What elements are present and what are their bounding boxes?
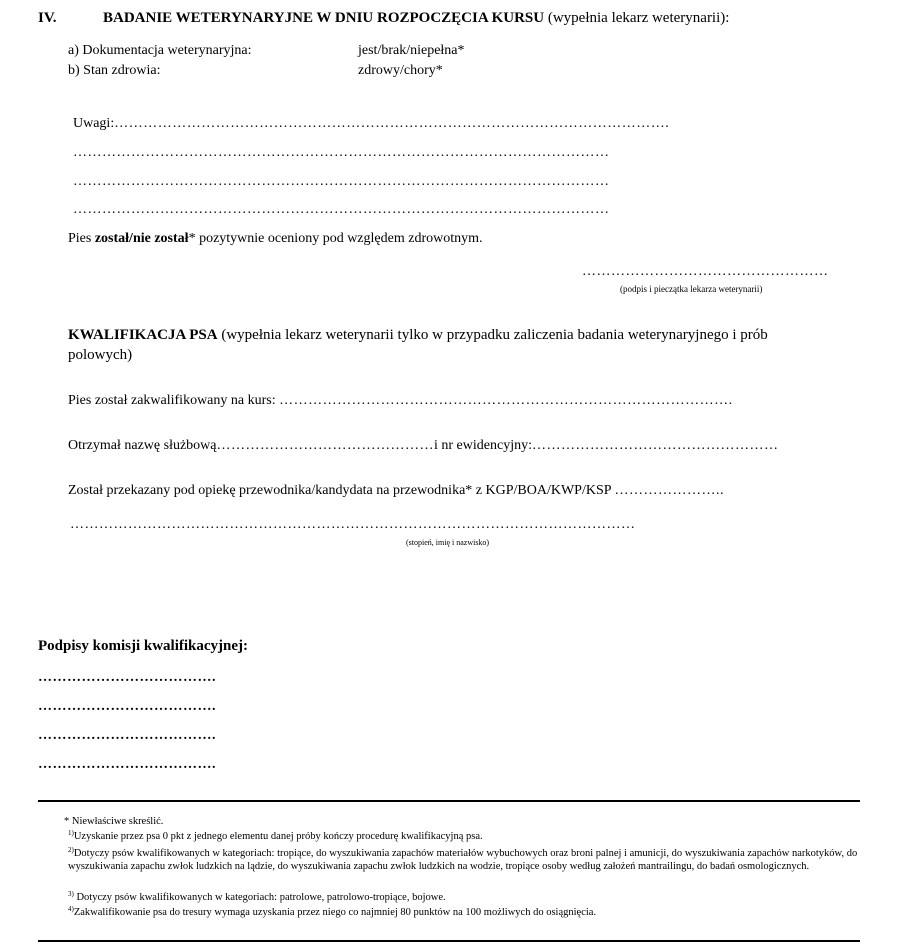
- footnote-divider-top: [38, 800, 860, 802]
- qualification-title-text: KWALIFIKACJA PSA: [68, 327, 218, 343]
- commission-signature-line-2[interactable]: ……………………………….: [38, 699, 216, 714]
- section-title-text: BADANIE WETERYNARYJNE W DNIU ROZPOCZĘCIA KURSU: [103, 10, 545, 26]
- commission-title: Podpisy komisji kwalifikacyjnej:: [38, 638, 249, 654]
- footnote-4-mark: 4): [68, 905, 74, 913]
- commission-signature-line-1[interactable]: ……………………………….: [38, 670, 216, 685]
- assessment-prefix: Pies: [68, 231, 92, 246]
- vet-signature-caption: (podpis i pieczątka lekarza weterynarii): [620, 284, 763, 294]
- item-a-label: a) Dokumentacja weterynaryjna:: [68, 43, 252, 58]
- remarks-dots-4[interactable]: …………………………………………………………………………………………………: [73, 202, 610, 217]
- qualification-title-note: (wypełnia lekarz weterynarii tylko w przypadku zaliczenia badania weterynaryjnego i prób: [221, 327, 768, 343]
- course-dots[interactable]: ………………………………………………………………………………….: [279, 393, 733, 408]
- assessment-suffix: * pozytywnie oceniony pod względem zdrowotnym.: [188, 231, 483, 246]
- section-title: [103, 10, 729, 27]
- item-a-value: jest/brak/niepełna*: [358, 43, 465, 58]
- item-b-value: zdrowy/chory*: [358, 63, 443, 78]
- evidence-number-label: i nr ewidencyjny:: [434, 438, 532, 453]
- footnote-2-text: Dotyczy psów kwalifikowanych w kategoriach: tropiące, do wyszukiwania zapachów materiałów wybuchowych oraz broni palnej i amunicji, do wyszukiwania zapachów narkotyków, do wyszukiwania zapachu zwłok ludzkich na lądzie, do wyszukiwania zapachu zwłok ludzkich na wodzie, tropiące osoby według założeń mantrailingu, do badań osmologicznych.: [68, 848, 858, 872]
- assessment-choice: został/nie został: [94, 231, 189, 246]
- remarks-row: [73, 116, 669, 132]
- handler-row: [68, 483, 724, 499]
- commission-signature-line-3[interactable]: ……………………………….: [38, 728, 216, 743]
- footnote-divider-bottom: [38, 940, 860, 942]
- qualification-title-note-cont: polowych): [68, 347, 133, 363]
- section-number: IV.: [38, 10, 57, 26]
- footnote-3-mark: 3): [68, 890, 74, 898]
- remarks-dots-2[interactable]: …………………………………………………………………………………………………: [73, 145, 610, 160]
- qualification-title: [68, 327, 768, 344]
- footnote-1-mark: 1): [68, 829, 74, 837]
- remarks-dots-1[interactable]: …………………………………………………………………………………………………….: [114, 116, 670, 131]
- course-row: [68, 393, 733, 409]
- footnote-3-text: Dotyczy psów kwalifikowanych w kategoriach: patrolowe, patrolowo-tropiące, bojowe.: [73, 892, 446, 903]
- person-caption: (stopień, imię i nazwisko): [406, 538, 490, 547]
- course-label: Pies został zakwalifikowany na kurs:: [68, 393, 276, 408]
- section-title-note: (wypełnia lekarz weterynarii):: [547, 10, 730, 26]
- commission-signature-line-4[interactable]: ……………………………….: [38, 757, 216, 772]
- handler-label: Został przekazany pod opiekę przewodnika/kandydata na przewodnika* z KGP/BOA/KWP/KSP: [68, 483, 612, 498]
- footnote-2: [68, 847, 858, 873]
- footnote-star: * Niewłaściwe skreślić.: [64, 816, 164, 827]
- evidence-number-dots[interactable]: ……………………………………………: [531, 438, 779, 453]
- health-assessment: [68, 231, 483, 247]
- handler-dots[interactable]: …………………..: [614, 483, 725, 498]
- footnote-4-text: Zakwalifikowanie psa do tresury wymaga uzyskania przez niego co najmniej 80 punktów na 100 możliwych do osiągnięcia.: [73, 907, 597, 918]
- service-name-label: Otrzymał nazwę służbową: [68, 438, 217, 453]
- footnote-4: [68, 906, 858, 919]
- footnote-2-mark: 2): [68, 846, 74, 854]
- remarks-label: Uwagi:: [73, 116, 115, 131]
- remarks-dots-3[interactable]: …………………………………………………………………………………………………: [73, 174, 610, 189]
- footnote-1-text: Uzyskanie przez psa 0 pkt z jednego elementu danej próby kończy procedurę kwalifikacyjną psa.: [73, 831, 483, 842]
- item-b-label: b) Stan zdrowia:: [68, 63, 161, 78]
- name-row: [68, 438, 778, 454]
- footnote-3: [68, 891, 858, 904]
- vet-signature-line[interactable]: ……………………………………………: [582, 264, 829, 279]
- service-name-dots[interactable]: ………………………………………: [216, 438, 434, 453]
- footnote-1: [68, 830, 858, 843]
- person-line[interactable]: ………………………………………………………………………………………………………: [70, 517, 636, 532]
